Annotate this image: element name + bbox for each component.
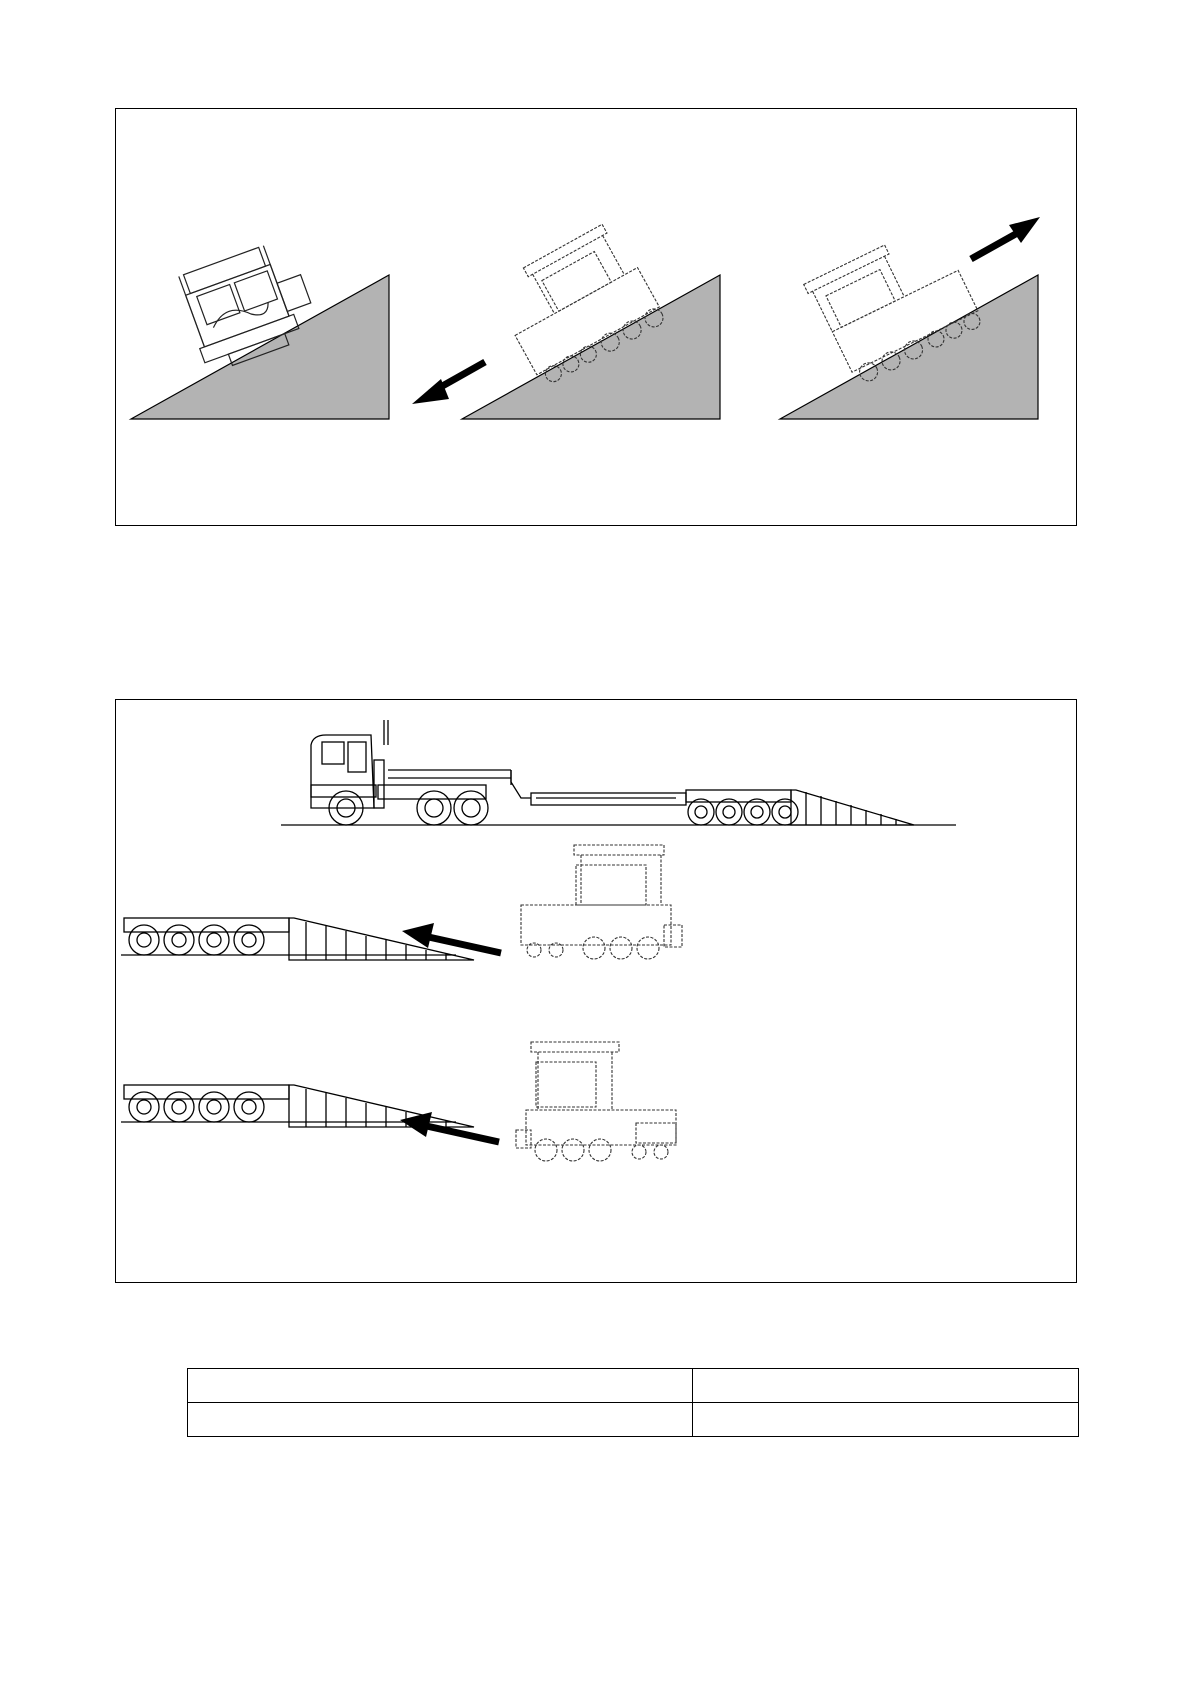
truck-trailer-icon: [281, 720, 956, 825]
info-table: [187, 1368, 1079, 1437]
table-row: [188, 1403, 1079, 1437]
slope-figure: [115, 108, 1077, 526]
table-cell: [188, 1369, 693, 1403]
arrow-left-icon-1: [402, 923, 501, 953]
paver-forward-icon: [516, 1042, 676, 1161]
arrow-up-right-icon: [971, 217, 1040, 259]
paver-reversing-icon: [521, 845, 682, 959]
table-cell: [693, 1403, 1079, 1437]
slope-2: [462, 275, 720, 419]
slope-panel-2: [412, 219, 720, 419]
slope-3: [780, 275, 1038, 419]
table-row: [188, 1369, 1079, 1403]
slope-panel-3: [780, 217, 1040, 419]
loading-illustration: [116, 700, 1078, 1284]
reversing-loading-panel: [121, 845, 682, 960]
table-cell: [188, 1403, 693, 1437]
slope-illustration: [116, 109, 1078, 527]
arrow-down-left-icon: [412, 362, 485, 404]
slope-panel-1: [131, 237, 389, 419]
slope-1: [131, 275, 389, 419]
loading-figure: [115, 699, 1077, 1283]
forward-loading-panel: [121, 1042, 676, 1161]
table-cell: [693, 1369, 1079, 1403]
